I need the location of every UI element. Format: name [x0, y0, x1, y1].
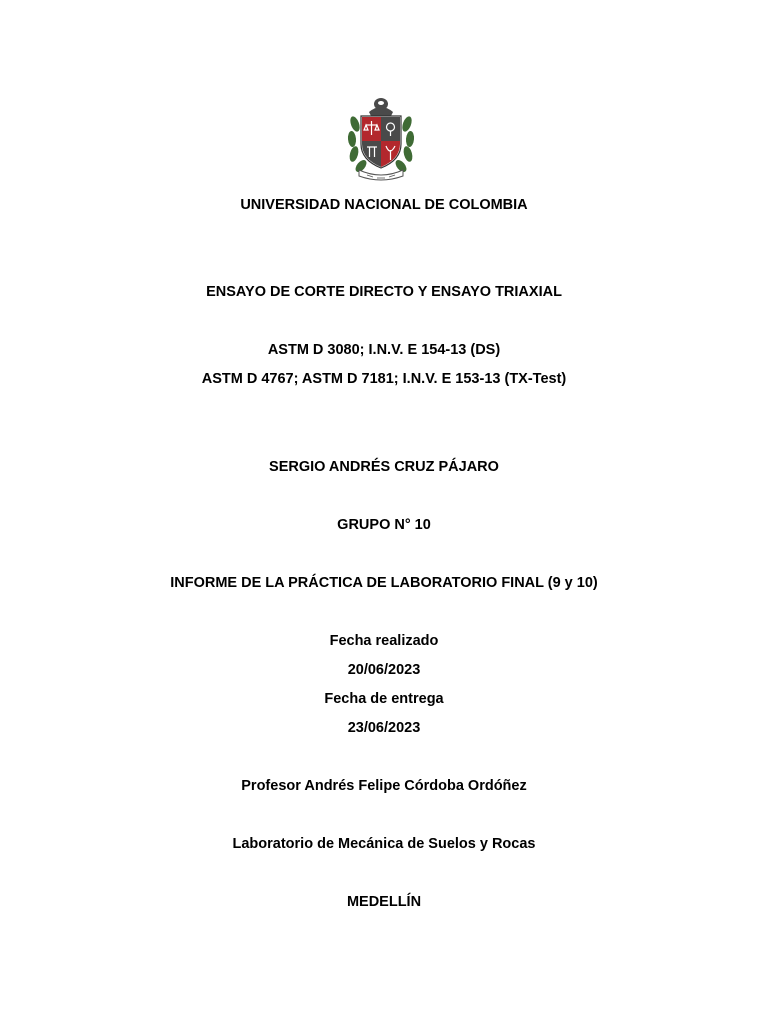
- date-due-label: Fecha de entrega: [324, 691, 444, 707]
- university-name: UNIVERSIDAD NACIONAL DE COLOMBIA: [240, 197, 528, 213]
- report-title: INFORME DE LA PRÁCTICA DE LABORATORIO FINAL (9 y 10): [170, 575, 598, 591]
- city-name: MEDELLÍN: [346, 894, 422, 910]
- date-done-label: Fecha realizado: [329, 633, 439, 649]
- standards-triaxial: ASTM D 4767; ASTM D 7181; I.N.V. E 153-13 (TX-Test): [201, 371, 567, 387]
- university-crest-icon: [347, 94, 415, 184]
- date-done-value: 20/06/2023: [347, 662, 421, 678]
- standards-direct-shear: ASTM D 3080; I.N.V. E 154-13 (DS): [267, 342, 501, 358]
- professor-name: Profesor Andrés Felipe Córdoba Ordóñez: [241, 778, 527, 794]
- author-name: SERGIO ANDRÉS CRUZ PÁJARO: [269, 459, 499, 475]
- document-title: ENSAYO DE CORTE DIRECTO Y ENSAYO TRIAXIAL: [206, 284, 562, 300]
- laboratory-name: Laboratorio de Mecánica de Suelos y Rocas: [232, 836, 536, 852]
- group-number: GRUPO N° 10: [337, 517, 431, 533]
- date-due-value: 23/06/2023: [347, 720, 421, 736]
